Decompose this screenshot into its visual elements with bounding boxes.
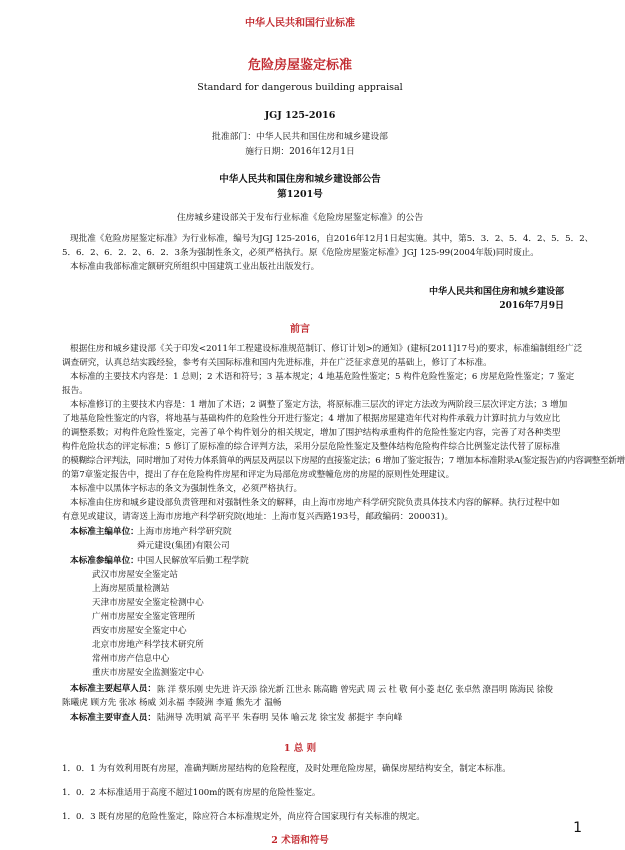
preface-heading: 前言 — [290, 324, 310, 335]
page-number: 1 — [573, 820, 582, 836]
preface-line: 调查研究，认真总结实践经验，参考有关国际标准和国内先进标准，并在广泛征求意见的基础上，修订了本标准。 — [62, 358, 492, 368]
announcement-heading: 中华人民共和国住房和城乡建设部公告 — [219, 174, 381, 185]
preface-line: 的调整系数；对构件危险性鉴定，完善了单个构件划分的相关规定，增加了围护结构承重构件的危险性鉴定内容，完善了对各种类型 — [62, 428, 561, 438]
reviewers-label: 本标准主要审查人员： — [70, 713, 156, 723]
announcement-line: 本标准由我部标准定额研究所组织中国建筑工业出版社出版发行。 — [70, 262, 320, 272]
participant-unit: 中国人民解放军后勤工程学院 — [137, 556, 249, 566]
announcement-date: 2016年7月9日 — [499, 301, 564, 311]
preface-line: 本标准中以黑体字标志的条文为强制性条文，必须严格执行。 — [70, 484, 303, 494]
announcement-number: 第1201号 — [277, 189, 323, 200]
page-title: 危险房屋鉴定标准 — [247, 58, 352, 73]
preface-line: 本标准的主要技术内容是：1 总则；2 术语和符号；3 基本规定；4 地基危险性鉴定；5 构件危险性鉴定；6 房屋危险性鉴定；7 鉴定 — [70, 372, 575, 382]
participant-unit: 常州市房产信息中心 — [92, 654, 170, 664]
announcement-line: 5．6．2、6．2．2、6．2．3条为强制性条文，必须严格执行。原《危险房屋鉴定标准》JGJ 125-99(2004年版)同时废止。 — [62, 248, 539, 258]
preface-line: 了地基危险性鉴定的内容，将地基与基础构件的危险性分开进行鉴定；4 增加了根据房屋建造年代对构件承载力计算时抗力与效应比 — [62, 414, 561, 424]
participant-unit: 天津市房屋安全鉴定检测中心 — [92, 598, 204, 608]
drafters-line: 陈曦虎 顾方先 张冰 杨威 刘永福 李陵洲 李遁 熊先才 温畅 — [62, 698, 282, 708]
preface-line: 的模糊综合评判法，同时增加了对传力体系简单的两层及两层以下房屋的直接鉴定法；6 增加了鉴定报告；7 增加本标准附录A(鉴定报告)的内容调整至新增 — [62, 456, 625, 466]
chief-units-label: 本标准主编单位： — [70, 527, 139, 537]
chief-unit: 舜元建设(集团)有限公司 — [137, 541, 230, 551]
participant-unit: 重庆市房屋安全监测鉴定中心 — [92, 668, 204, 678]
clause: 1．0．2 本标准适用于高度不超过100m的既有房屋的危险性鉴定。 — [62, 788, 321, 798]
preface-line: 本标准由住房和城乡建设部负责管理和对强制性条文的解释，由上海市房地产科学研究院负责具体技术内容的解释。执行过程中如 — [70, 498, 560, 508]
chief-unit: 上海市房地产科学研究院 — [137, 527, 232, 537]
clause: 1．0．1 为有效利用既有房屋，准确判断房屋结构的危险程度，及时处理危险房屋，确保房屋结构安全，制定本标准。 — [62, 764, 511, 774]
participant-unit: 武汉市房屋安全鉴定站 — [92, 570, 178, 580]
preface-line: 构件危险状态的评定标准；5 修订了原标准的综合评判方法，采用分层危险性鉴定及整体结构危险构件综合比例鉴定法代替了原标准 — [62, 442, 561, 452]
chapter2-heading: 2 术语和符号 — [271, 835, 329, 846]
chapter1-heading: 1 总 则 — [283, 743, 317, 754]
effective-date: 施行日期：2016年12月1日 — [245, 147, 355, 157]
announcement-line: 现批准《危险房屋鉴定标准》为行业标准，编号为JGJ 125-2016，自2016年12月1日起实施。其中，第5．3．2、5．4．2、5．5．2、 — [70, 234, 594, 244]
preface-line: 本标准修订的主要技术内容是：1 增加了术语；2 调整了鉴定方法，将原标准三层次的评定方法改为两阶段三层次评定方法；3 增加 — [70, 400, 568, 410]
approval-department: 批准部门：中华人民共和国住房和城乡建设部 — [212, 132, 388, 142]
preface-line: 有意见或建议，请寄送上海市房地产科学研究院(地址：上海市复兴西路193号，邮政编码：200031)。 — [62, 512, 454, 522]
participant-unit: 广州市房屋安全鉴定管理所 — [92, 612, 196, 622]
announcement-issuer: 中华人民共和国住房和城乡建设部 — [428, 287, 564, 297]
participant-unit: 北京市房地产科学技术研究所 — [92, 640, 204, 650]
standard-type: 中华人民共和国行业标准 — [245, 18, 355, 29]
drafters-label: 本标准主要起草人员： — [70, 684, 156, 694]
preface-line: 的第7章鉴定报告中，提出了存在危险构件房屋和评定为局部危房或整幢危房的房屋的原则性处理建议。 — [62, 470, 455, 480]
reviewers-names: 陆洲导 冼明斌 高平平 朱春明 吴体 喻云龙 徐宝发 郝挺宇 李向峰 — [157, 713, 403, 723]
participant-units-label: 本标准参编单位： — [70, 556, 139, 566]
title-english: Standard for dangerous building appraisal — [197, 82, 403, 93]
announcement-subject: 住房城乡建设部关于发布行业标准《危险房屋鉴定标准》的公告 — [176, 213, 424, 223]
participant-unit: 西安市房屋安全鉴定中心 — [92, 626, 187, 636]
participant-unit: 上海房屋质量检测站 — [92, 584, 170, 594]
clause: 1．0．3 既有房屋的危险性鉴定，除应符合本标准规定外，尚应符合国家现行有关标准的规定。 — [62, 812, 425, 822]
preface-line: 根据住房和城乡建设部《关于印发<2011年工程建设标准规范制订、修订计划>的通知》(建标[2011]17号)的要求，标准编制组经广泛 — [70, 344, 583, 354]
preface-line: 报告。 — [62, 386, 88, 396]
standard-code: JGJ 125-2016 — [264, 110, 336, 121]
drafters-line: 陈 洋 蔡乐刚 史先进 许天添 徐光新 江世永 陈高瞻 曾宪武 周 云 杜 敬 何小菱 赵亿 张卓然 潦昌明 陈海民 徐俊 — [157, 684, 553, 694]
